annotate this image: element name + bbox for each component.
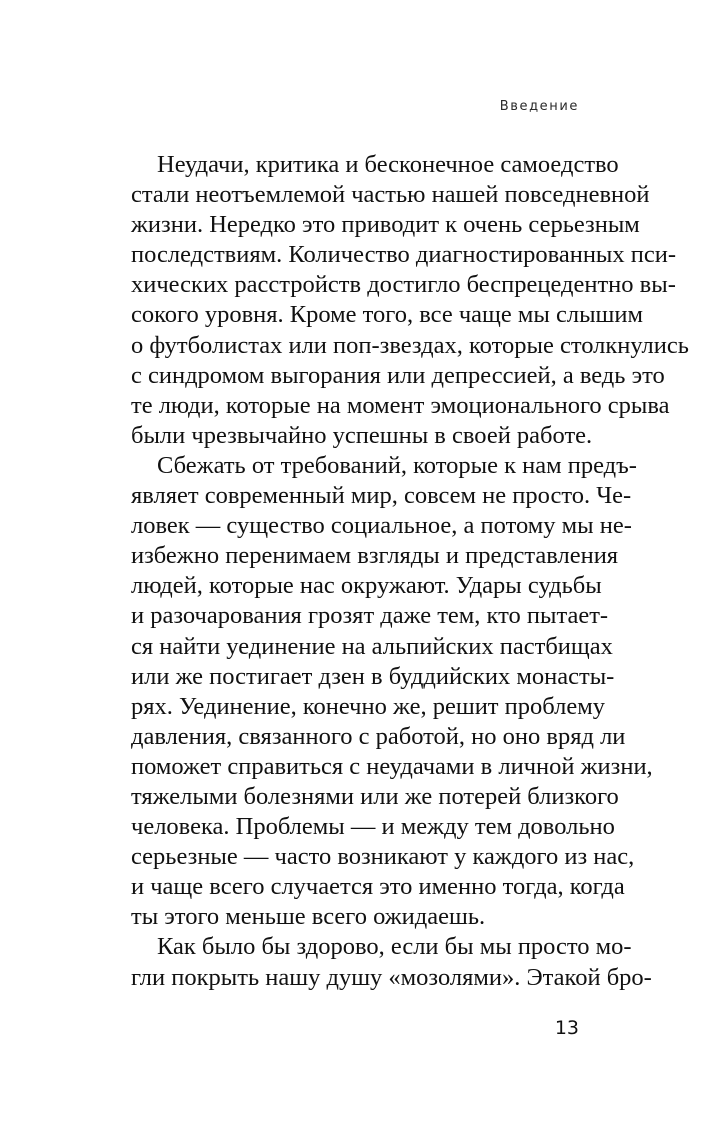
text-line: были чрезвычайно успешны в своей работе. xyxy=(131,421,593,449)
text-line: хических расстройств достигло беспрецедентно вы- xyxy=(131,271,676,299)
paragraph-1 xyxy=(131,150,689,451)
page-number: 13 xyxy=(554,1017,579,1039)
text-line: Как было бы здорово, если бы мы просто мо- xyxy=(157,933,632,961)
text-line: избежно перенимаем взгляды и представления xyxy=(131,542,619,570)
text-line: гли покрыть нашу душу «мозолями». Этакой бро- xyxy=(131,963,652,991)
text-line: ся найти уединение на альпийских пастбищах xyxy=(131,632,613,660)
text-line: человека. Проблемы — и между тем довольно xyxy=(131,813,615,841)
text-line: ловек — существо социальное, а потому мы не- xyxy=(131,512,632,540)
text-line: Неудачи, критика и бесконечное самоедство xyxy=(157,151,619,178)
text-line: те люди, которые на момент эмоционального срыва xyxy=(131,391,670,419)
text-line: жизни. Нередко это приводит к очень серьезным xyxy=(131,211,640,239)
text-line: или же постигает дзен в буддийских монасты- xyxy=(131,662,615,690)
text-line: с синдромом выгорания или депрессией, а ведь это xyxy=(131,361,665,389)
text-line: и чаще всего случается это именно тогда, когда xyxy=(131,873,625,901)
text-line: стали неотъемлемой частью нашей повседневной xyxy=(131,181,650,209)
text-line: рях. Уединение, конечно же, решит проблему xyxy=(131,692,605,720)
paragraph-3 xyxy=(131,932,652,992)
text-line: поможет справиться с неудачами в личной жизни, xyxy=(131,752,653,780)
text-line: ты этого меньше всего ожидаешь. xyxy=(131,903,486,931)
text-line: и разочарования грозят даже тем, кто пытает- xyxy=(131,602,609,630)
text-line: Сбежать от требований, которые к нам предъ- xyxy=(157,451,637,479)
text-line: серьезные — часто возникают у каждого из нас, xyxy=(131,843,635,871)
text-line: сокого уровня. Кроме того, все чаще мы слышим xyxy=(131,301,644,329)
text-line: тяжелыми болезнями или же потерей близкого xyxy=(131,782,619,810)
body-text xyxy=(131,150,689,993)
text-line: людей, которые нас окружают. Удары судьбы xyxy=(131,572,602,600)
text-line: являет современный мир, совсем не просто. Че- xyxy=(131,482,632,510)
running-head: Введение xyxy=(499,99,579,114)
text-line: последствиям. Количество диагностированных пси- xyxy=(131,241,677,269)
paragraph-2 xyxy=(131,451,653,933)
text-line: давления, связанного с работой, но оно вряд ли xyxy=(131,722,626,750)
text-line: о футболистах или поп-звездах, которые столкнулись xyxy=(131,331,689,359)
